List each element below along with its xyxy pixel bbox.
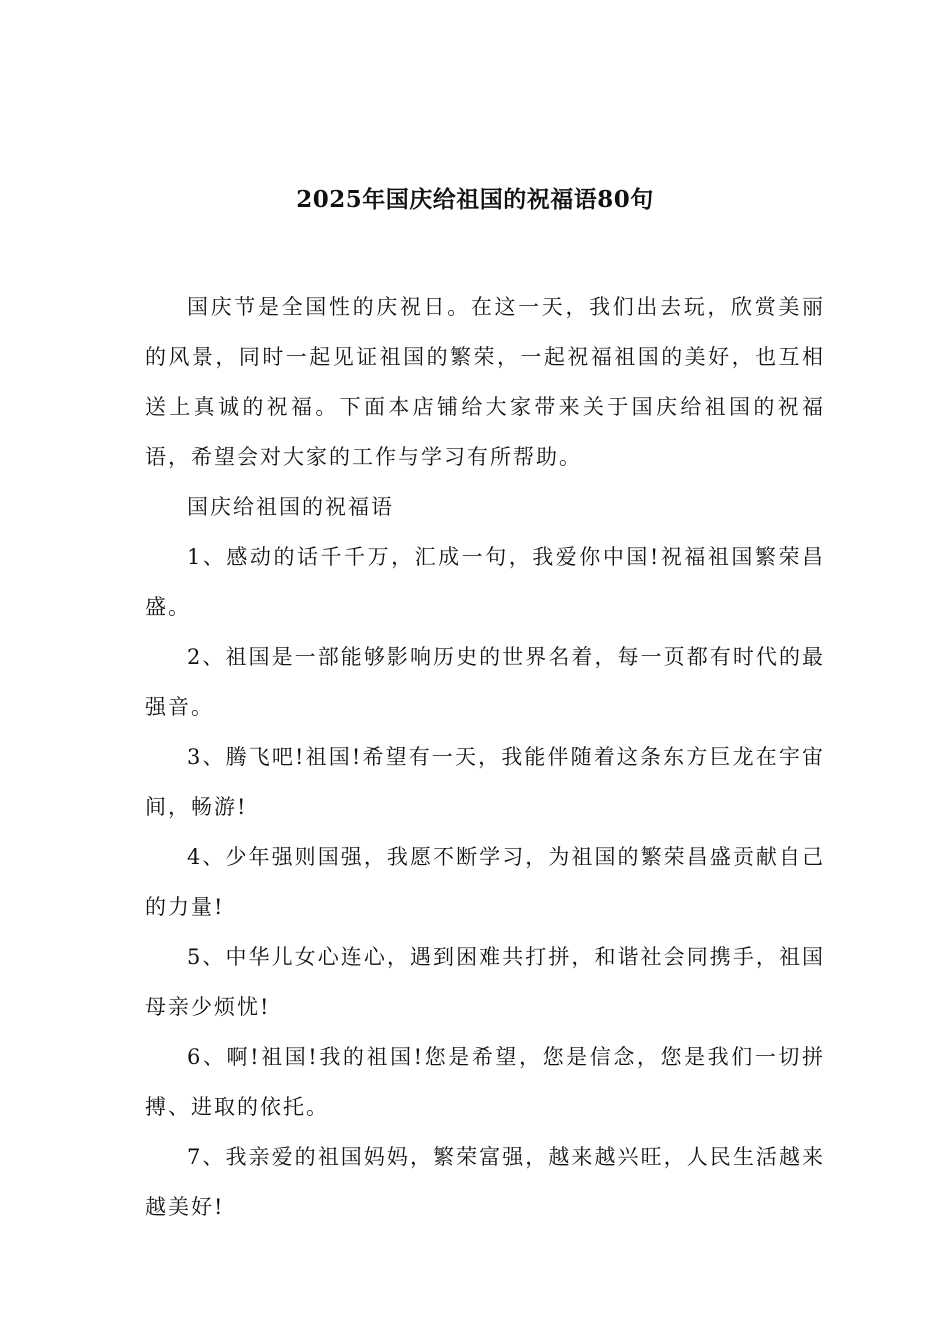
list-item: 5、中华儿女心连心，遇到困难共打拼，和谐社会同携手，祖国母亲少烦忧! [145, 945, 825, 1019]
list-item: 6、啊!祖国!我的祖国!您是希望，您是信念，您是我们一切拼搏、进取的依托。 [145, 1045, 825, 1119]
list-item: 2、祖国是一部能够影响历史的世界名着，每一页都有时代的最强音。 [145, 645, 825, 719]
list-item: 4、少年强则国强，我愿不断学习，为祖国的繁荣昌盛贡献自己的力量! [145, 845, 825, 919]
section-heading: 国庆给祖国的祝福语 [187, 495, 394, 519]
intro-paragraph: 国庆节是全国性的庆祝日。在这一天，我们出去玩，欣赏美丽的风景，同时一起见证祖国的繁荣，一起祝福祖国的美好，也互相送上真诚的祝福。下面本店铺给大家带来关于国庆给祖国的祝福语，希望会对大家的工作与学习有所帮助。 [145, 295, 825, 469]
list-item: 1、感动的话千千万，汇成一句，我爱你中国!祝福祖国繁荣昌盛。 [145, 545, 825, 619]
document-title: 2025年国庆给祖国的祝福语80句 [296, 186, 654, 213]
document-body [145, 282, 825, 1232]
list-item: 3、腾飞吧!祖国!希望有一天，我能伴随着这条东方巨龙在宇宙间，畅游! [145, 745, 825, 819]
list-item: 7、我亲爱的祖国妈妈，繁荣富强，越来越兴旺，人民生活越来越美好! [145, 1145, 825, 1219]
